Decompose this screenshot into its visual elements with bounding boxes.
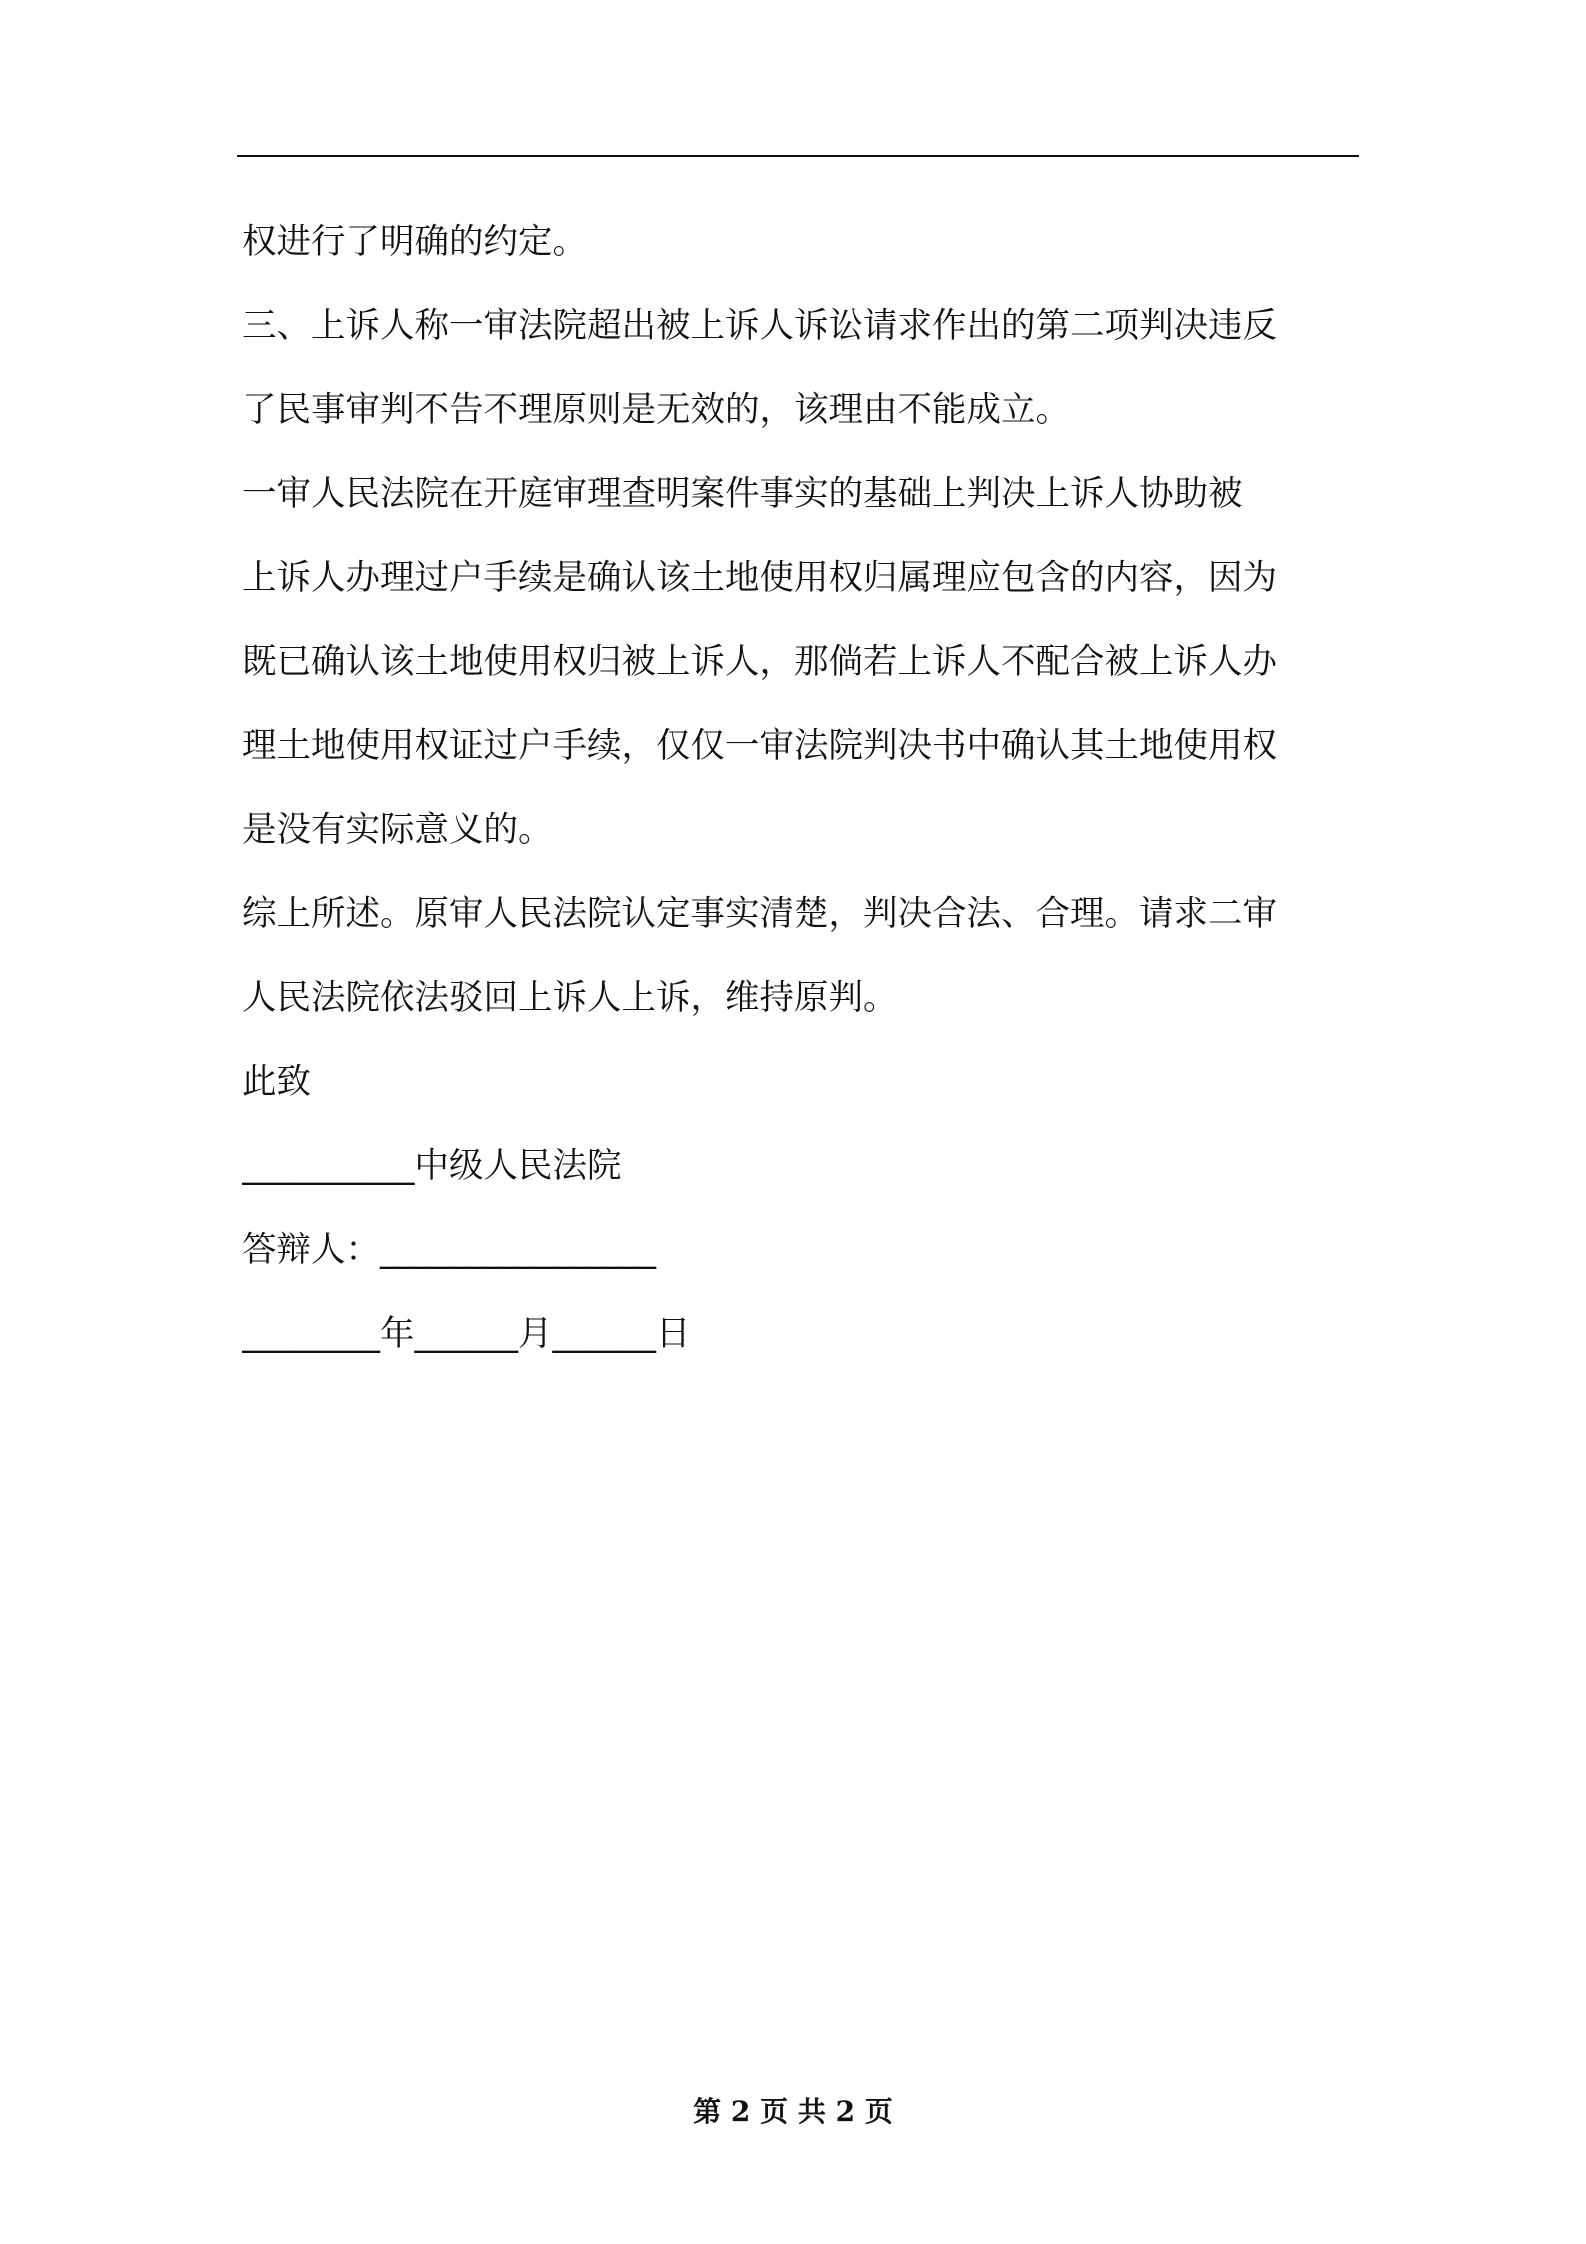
text-line: 人民法院依法驳回上诉人上诉，维持原判。 — [242, 978, 898, 1018]
salutation: 此致 — [242, 1062, 311, 1102]
header-divider — [237, 155, 1359, 157]
text-line: 了民事审判不告不理原则是无效的，该理由不能成立。 — [242, 390, 1070, 430]
court-name-line: __________中级人民法院 — [242, 1146, 622, 1186]
text-line: 一审人民法院在开庭审理查明案件事实的基础上判决上诉人协助被 — [242, 474, 1243, 514]
text-line: 上诉人办理过户手续是确认该土地使用权归属理应包含的内容，因为 — [242, 558, 1277, 598]
text-line: 理土地使用权证过户手续，仅仅一审法院判决书中确认其土地使用权 — [242, 726, 1277, 766]
page-number: 第 2 页 共 2 页 — [693, 2095, 893, 2128]
text-line: 综上所述。原审人民法院认定事实清楚，判决合法、合理。请求二审 — [242, 894, 1277, 934]
text-line: 是没有实际意义的。 — [242, 810, 553, 850]
date-line: ________年______月______日 — [242, 1314, 691, 1354]
text-line: 权进行了明确的约定。 — [242, 222, 587, 262]
text-line: 既已确认该土地使用权归被上诉人，那倘若上诉人不配合被上诉人办 — [242, 642, 1277, 682]
text-line: 三、上诉人称一审法院超出被上诉人诉讼请求作出的第二项判决违反 — [242, 306, 1277, 346]
respondent-signature-line: 答辩人：________________ — [242, 1230, 656, 1270]
document-body — [242, 200, 1358, 1376]
